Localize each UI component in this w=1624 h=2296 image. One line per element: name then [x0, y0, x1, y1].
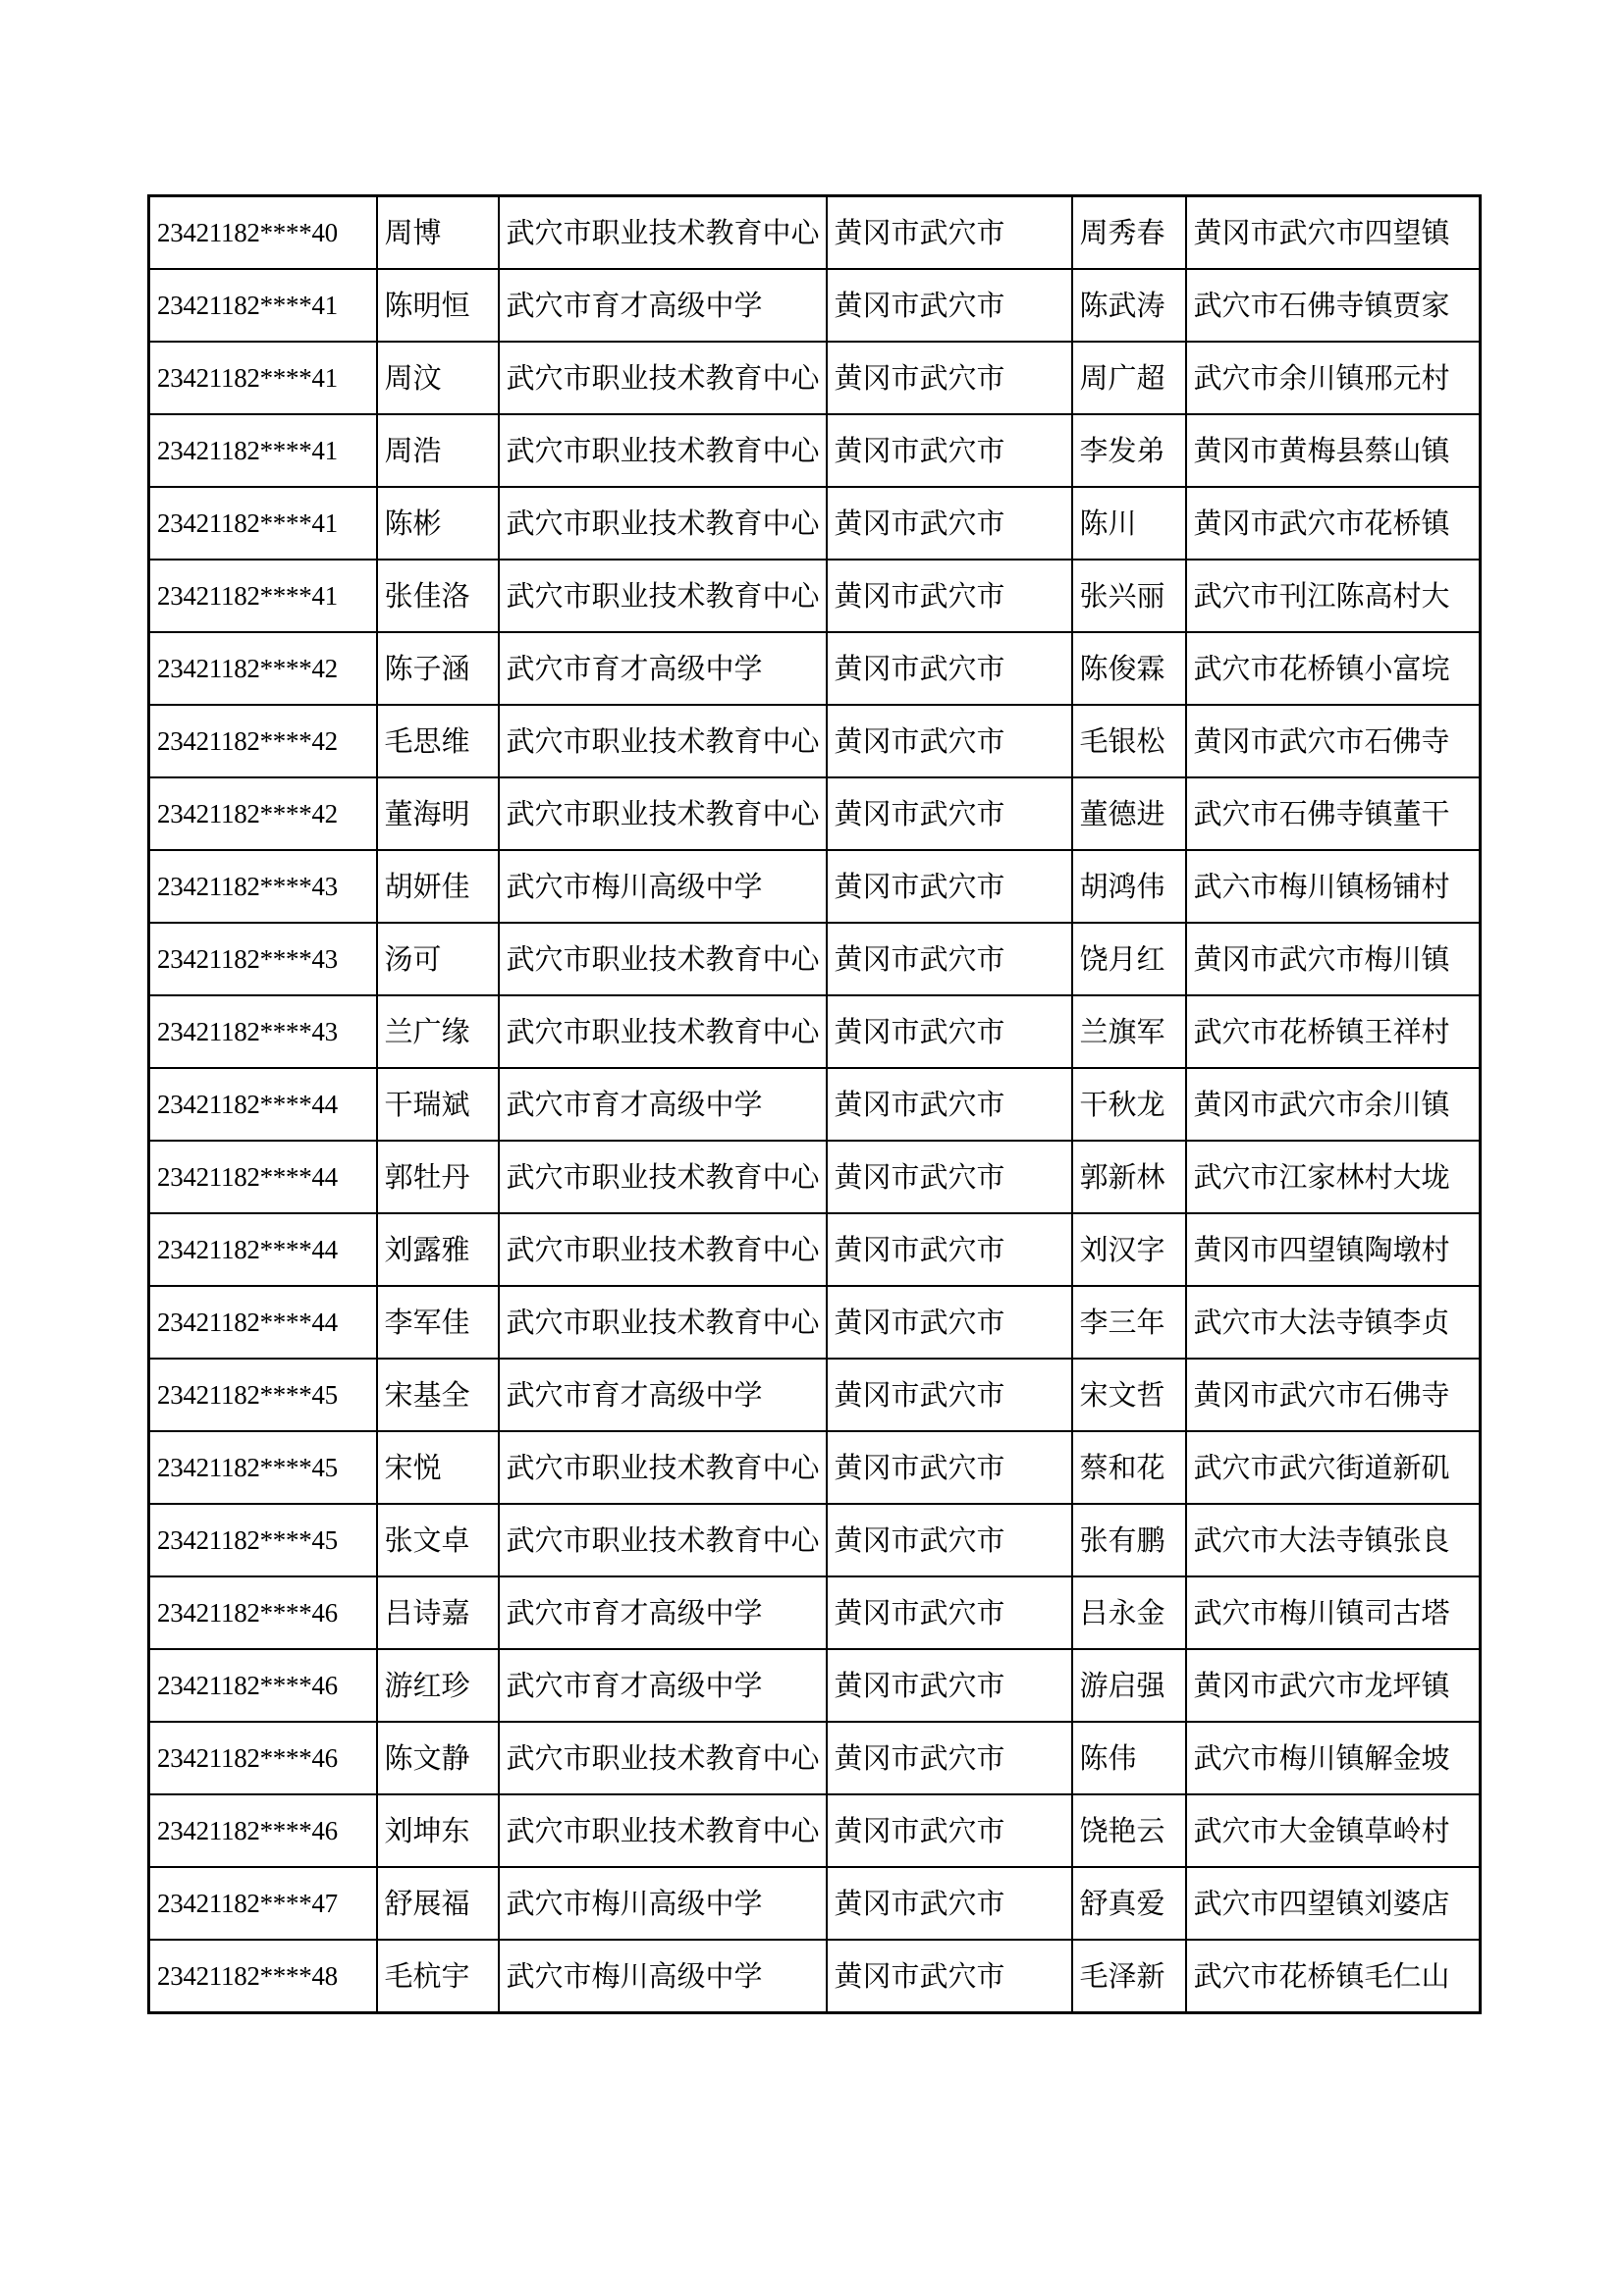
student-id-cell: 23421182****42 [149, 632, 377, 705]
school-cell: 武穴市梅川高级中学 [499, 1867, 827, 1940]
address-cell: 武穴市大法寺镇李贞 [1186, 1286, 1481, 1359]
region-cell: 黄冈市武穴市 [827, 1649, 1072, 1722]
table-row [149, 632, 1481, 705]
student-name-cell: 宋悦 [377, 1431, 499, 1504]
region-cell: 黄冈市武穴市 [827, 1359, 1072, 1431]
guardian-name-cell: 陈武涛 [1072, 269, 1186, 342]
school-cell: 武穴市职业技术教育中心 [499, 923, 827, 995]
guardian-name-cell: 饶艳云 [1072, 1794, 1186, 1867]
address-cell: 黄冈市武穴市龙坪镇 [1186, 1649, 1481, 1722]
table-row [149, 196, 1481, 270]
address-cell: 黄冈市武穴市石佛寺 [1186, 1359, 1481, 1431]
address-cell: 黄冈市武穴市梅川镇 [1186, 923, 1481, 995]
region-cell: 黄冈市武穴市 [827, 705, 1072, 777]
school-cell: 武穴市育才高级中学 [499, 1649, 827, 1722]
student-name-cell: 张文卓 [377, 1504, 499, 1576]
table-row [149, 1576, 1481, 1649]
roster-table [147, 194, 1482, 2014]
address-cell: 武穴市武穴街道新矶 [1186, 1431, 1481, 1504]
table-row [149, 1141, 1481, 1213]
school-cell: 武穴市职业技术教育中心 [499, 487, 827, 560]
student-id-cell: 23421182****41 [149, 487, 377, 560]
student-name-cell: 胡妍佳 [377, 850, 499, 923]
school-cell: 武穴市育才高级中学 [499, 269, 827, 342]
guardian-name-cell: 宋文哲 [1072, 1359, 1186, 1431]
student-id-cell: 23421182****45 [149, 1431, 377, 1504]
region-cell: 黄冈市武穴市 [827, 995, 1072, 1068]
school-cell: 武穴市职业技术教育中心 [499, 1722, 827, 1794]
guardian-name-cell: 吕永金 [1072, 1576, 1186, 1649]
address-cell: 武穴市余川镇邢元村 [1186, 342, 1481, 414]
school-cell: 武穴市职业技术教育中心 [499, 1431, 827, 1504]
region-cell: 黄冈市武穴市 [827, 269, 1072, 342]
student-id-cell: 23421182****41 [149, 342, 377, 414]
school-cell: 武穴市梅川高级中学 [499, 1940, 827, 2013]
guardian-name-cell: 郭新林 [1072, 1141, 1186, 1213]
student-id-cell: 23421182****44 [149, 1286, 377, 1359]
address-cell: 黄冈市武穴市花桥镇 [1186, 487, 1481, 560]
address-cell: 武穴市花桥镇小富垸 [1186, 632, 1481, 705]
address-cell: 武穴市石佛寺镇董干 [1186, 777, 1481, 850]
student-id-cell: 23421182****43 [149, 850, 377, 923]
student-name-cell: 汤可 [377, 923, 499, 995]
guardian-name-cell: 陈俊霖 [1072, 632, 1186, 705]
address-cell: 武穴市刊江陈高村大 [1186, 560, 1481, 632]
table-row [149, 995, 1481, 1068]
guardian-name-cell: 干秋龙 [1072, 1068, 1186, 1141]
region-cell: 黄冈市武穴市 [827, 1722, 1072, 1794]
student-name-cell: 周浩 [377, 414, 499, 487]
table-row [149, 1359, 1481, 1431]
table-row [149, 487, 1481, 560]
student-id-cell: 23421182****45 [149, 1504, 377, 1576]
school-cell: 武穴市职业技术教育中心 [499, 1141, 827, 1213]
region-cell: 黄冈市武穴市 [827, 632, 1072, 705]
school-cell: 武穴市职业技术教育中心 [499, 1286, 827, 1359]
school-cell: 武穴市职业技术教育中心 [499, 705, 827, 777]
table-row [149, 1431, 1481, 1504]
student-id-cell: 23421182****43 [149, 995, 377, 1068]
region-cell: 黄冈市武穴市 [827, 923, 1072, 995]
table-row [149, 1504, 1481, 1576]
address-cell: 武穴市花桥镇王祥村 [1186, 995, 1481, 1068]
student-id-cell: 23421182****41 [149, 414, 377, 487]
region-cell: 黄冈市武穴市 [827, 1794, 1072, 1867]
student-id-cell: 23421182****44 [149, 1068, 377, 1141]
region-cell: 黄冈市武穴市 [827, 850, 1072, 923]
student-id-cell: 23421182****46 [149, 1722, 377, 1794]
guardian-name-cell: 刘汉字 [1072, 1213, 1186, 1286]
student-name-cell: 陈彬 [377, 487, 499, 560]
school-cell: 武穴市职业技术教育中心 [499, 1213, 827, 1286]
student-name-cell: 吕诗嘉 [377, 1576, 499, 1649]
student-name-cell: 李军佳 [377, 1286, 499, 1359]
guardian-name-cell: 胡鸿伟 [1072, 850, 1186, 923]
guardian-name-cell: 李发弟 [1072, 414, 1186, 487]
student-name-cell: 周汶 [377, 342, 499, 414]
school-cell: 武穴市育才高级中学 [499, 1576, 827, 1649]
region-cell: 黄冈市武穴市 [827, 1286, 1072, 1359]
region-cell: 黄冈市武穴市 [827, 1213, 1072, 1286]
table-row [149, 414, 1481, 487]
student-name-cell: 舒展福 [377, 1867, 499, 1940]
student-name-cell: 陈子涵 [377, 632, 499, 705]
address-cell: 武穴市大金镇草岭村 [1186, 1794, 1481, 1867]
region-cell: 黄冈市武穴市 [827, 1068, 1072, 1141]
school-cell: 武穴市职业技术教育中心 [499, 1794, 827, 1867]
student-id-cell: 23421182****41 [149, 269, 377, 342]
student-id-cell: 23421182****42 [149, 705, 377, 777]
table-row [149, 1940, 1481, 2013]
guardian-name-cell: 游启强 [1072, 1649, 1186, 1722]
school-cell: 武穴市职业技术教育中心 [499, 777, 827, 850]
guardian-name-cell: 张兴丽 [1072, 560, 1186, 632]
student-name-cell: 董海明 [377, 777, 499, 850]
table-row [149, 777, 1481, 850]
school-cell: 武穴市职业技术教育中心 [499, 560, 827, 632]
region-cell: 黄冈市武穴市 [827, 414, 1072, 487]
address-cell: 黄冈市武穴市石佛寺 [1186, 705, 1481, 777]
student-name-cell: 兰广缘 [377, 995, 499, 1068]
student-name-cell: 干瑞斌 [377, 1068, 499, 1141]
student-name-cell: 陈文静 [377, 1722, 499, 1794]
guardian-name-cell: 兰旗军 [1072, 995, 1186, 1068]
table-row [149, 1649, 1481, 1722]
region-cell: 黄冈市武穴市 [827, 1940, 1072, 2013]
student-name-cell: 周博 [377, 196, 499, 270]
school-cell: 武穴市育才高级中学 [499, 632, 827, 705]
student-id-cell: 23421182****46 [149, 1576, 377, 1649]
guardian-name-cell: 陈伟 [1072, 1722, 1186, 1794]
student-id-cell: 23421182****43 [149, 923, 377, 995]
student-id-cell: 23421182****45 [149, 1359, 377, 1431]
address-cell: 武穴市梅川镇司古塔 [1186, 1576, 1481, 1649]
table-row [149, 1722, 1481, 1794]
student-id-cell: 23421182****46 [149, 1794, 377, 1867]
student-id-cell: 23421182****44 [149, 1213, 377, 1286]
student-id-cell: 23421182****48 [149, 1940, 377, 2013]
table-row [149, 1867, 1481, 1940]
address-cell: 武穴市石佛寺镇贾家 [1186, 269, 1481, 342]
table-row [149, 1286, 1481, 1359]
table-row [149, 560, 1481, 632]
region-cell: 黄冈市武穴市 [827, 487, 1072, 560]
guardian-name-cell: 周广超 [1072, 342, 1186, 414]
table-row [149, 342, 1481, 414]
address-cell: 武穴市梅川镇解金坡 [1186, 1722, 1481, 1794]
student-name-cell: 刘坤东 [377, 1794, 499, 1867]
region-cell: 黄冈市武穴市 [827, 1576, 1072, 1649]
school-cell: 武穴市梅川高级中学 [499, 850, 827, 923]
student-name-cell: 游红珍 [377, 1649, 499, 1722]
address-cell: 黄冈市武穴市四望镇 [1186, 196, 1481, 270]
table-row [149, 923, 1481, 995]
student-name-cell: 刘露雅 [377, 1213, 499, 1286]
school-cell: 武穴市育才高级中学 [499, 1068, 827, 1141]
student-name-cell: 宋基全 [377, 1359, 499, 1431]
address-cell: 武六市梅川镇杨铺村 [1186, 850, 1481, 923]
table-row [149, 1213, 1481, 1286]
student-name-cell: 陈明恒 [377, 269, 499, 342]
student-id-cell: 23421182****46 [149, 1649, 377, 1722]
student-id-cell: 23421182****44 [149, 1141, 377, 1213]
region-cell: 黄冈市武穴市 [827, 1431, 1072, 1504]
student-id-cell: 23421182****41 [149, 560, 377, 632]
address-cell: 武穴市四望镇刘婆店 [1186, 1867, 1481, 1940]
region-cell: 黄冈市武穴市 [827, 560, 1072, 632]
region-cell: 黄冈市武穴市 [827, 1504, 1072, 1576]
student-id-cell: 23421182****42 [149, 777, 377, 850]
region-cell: 黄冈市武穴市 [827, 196, 1072, 270]
table-row [149, 1794, 1481, 1867]
school-cell: 武穴市职业技术教育中心 [499, 1504, 827, 1576]
student-name-cell: 郭牡丹 [377, 1141, 499, 1213]
region-cell: 黄冈市武穴市 [827, 342, 1072, 414]
address-cell: 黄冈市武穴市余川镇 [1186, 1068, 1481, 1141]
region-cell: 黄冈市武穴市 [827, 777, 1072, 850]
school-cell: 武穴市职业技术教育中心 [499, 414, 827, 487]
address-cell: 武穴市江家林村大垅 [1186, 1141, 1481, 1213]
guardian-name-cell: 舒真爱 [1072, 1867, 1186, 1940]
table-row [149, 1068, 1481, 1141]
table-row [149, 269, 1481, 342]
guardian-name-cell: 饶月红 [1072, 923, 1186, 995]
address-cell: 武穴市大法寺镇张良 [1186, 1504, 1481, 1576]
guardian-name-cell: 陈川 [1072, 487, 1186, 560]
guardian-name-cell: 周秀春 [1072, 196, 1186, 270]
student-name-cell: 毛杭宇 [377, 1940, 499, 2013]
school-cell: 武穴市职业技术教育中心 [499, 342, 827, 414]
guardian-name-cell: 李三年 [1072, 1286, 1186, 1359]
table-row [149, 850, 1481, 923]
guardian-name-cell: 毛泽新 [1072, 1940, 1186, 2013]
school-cell: 武穴市职业技术教育中心 [499, 196, 827, 270]
roster-body [149, 196, 1481, 2013]
student-id-cell: 23421182****47 [149, 1867, 377, 1940]
address-cell: 黄冈市黄梅县蔡山镇 [1186, 414, 1481, 487]
student-id-cell: 23421182****40 [149, 196, 377, 270]
guardian-name-cell: 张有鹏 [1072, 1504, 1186, 1576]
region-cell: 黄冈市武穴市 [827, 1141, 1072, 1213]
student-name-cell: 毛思维 [377, 705, 499, 777]
table-row [149, 705, 1481, 777]
address-cell: 武穴市花桥镇毛仁山 [1186, 1940, 1481, 2013]
student-name-cell: 张佳洛 [377, 560, 499, 632]
region-cell: 黄冈市武穴市 [827, 1867, 1072, 1940]
guardian-name-cell: 毛银松 [1072, 705, 1186, 777]
guardian-name-cell: 董德进 [1072, 777, 1186, 850]
guardian-name-cell: 蔡和花 [1072, 1431, 1186, 1504]
school-cell: 武穴市育才高级中学 [499, 1359, 827, 1431]
address-cell: 黄冈市四望镇陶墩村 [1186, 1213, 1481, 1286]
school-cell: 武穴市职业技术教育中心 [499, 995, 827, 1068]
